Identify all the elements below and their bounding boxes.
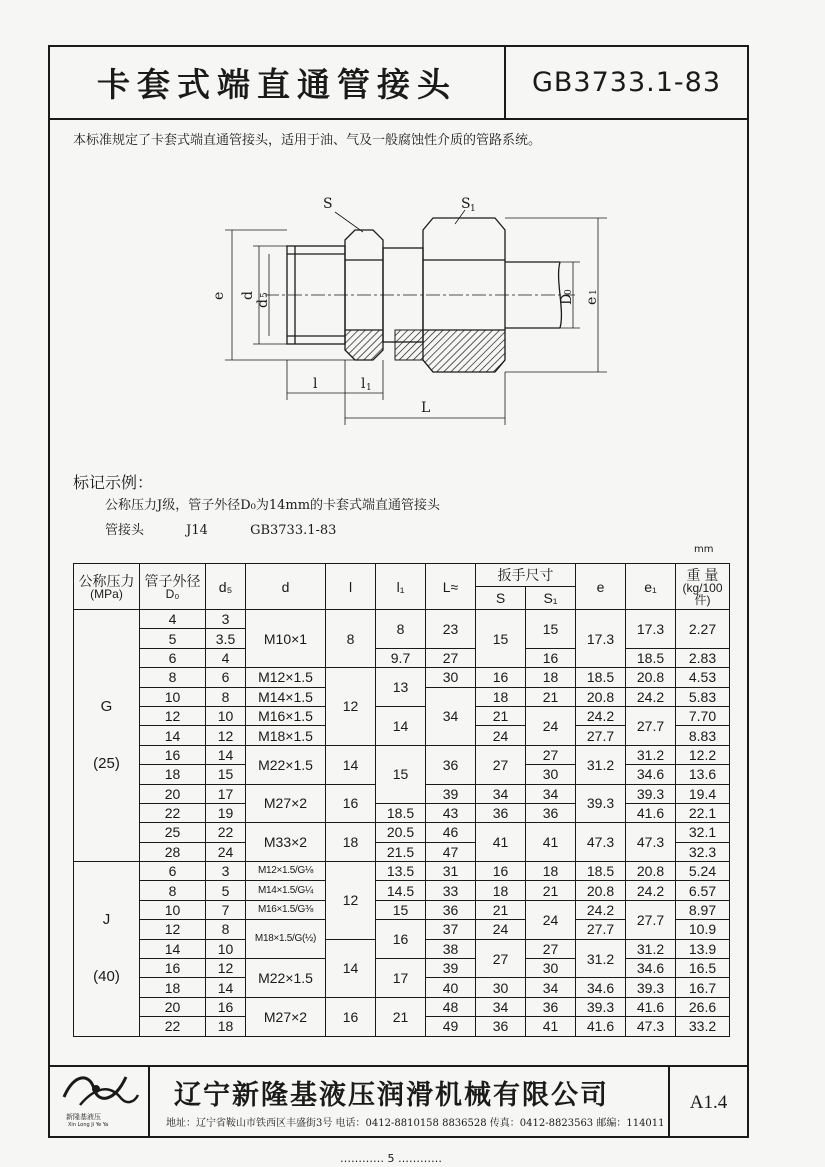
- cell: 22: [206, 823, 246, 842]
- cell: 31.2: [576, 939, 626, 978]
- cell: 27.7: [626, 900, 676, 939]
- cell: 32.3: [676, 842, 730, 861]
- cell: 41: [526, 1017, 576, 1036]
- cell: 16: [376, 920, 426, 959]
- cell: 24.2: [576, 706, 626, 725]
- cell: 25: [140, 823, 206, 842]
- cell: 21: [376, 997, 426, 1036]
- table-row: [74, 997, 730, 1016]
- cell: 41.6: [626, 803, 676, 822]
- group-g: G (25): [74, 610, 140, 862]
- cell: 26.6: [676, 997, 730, 1016]
- label-d: d: [240, 291, 256, 300]
- header-od: 管子外径 D₀: [140, 564, 206, 610]
- cell: 31: [426, 862, 476, 881]
- cell: 14: [140, 939, 206, 958]
- cell: 10.9: [676, 920, 730, 939]
- cell: M16×1.5/G⅜: [246, 900, 326, 919]
- cell: 7.70: [676, 706, 730, 725]
- cell: 12: [206, 726, 246, 745]
- cell: 16: [326, 784, 376, 823]
- header-wrench: 扳手尺寸: [476, 564, 576, 587]
- label-s1-sub: 1: [470, 204, 476, 214]
- marking-std: GB3733.1-83: [250, 523, 337, 538]
- cell: 24: [206, 842, 246, 861]
- cell: M12×1.5: [246, 668, 326, 687]
- cell: 24: [526, 900, 576, 939]
- cell: 10: [140, 900, 206, 919]
- cell: 3.5: [206, 629, 246, 648]
- cell: 34: [476, 784, 526, 803]
- cell: 17.3: [576, 610, 626, 668]
- cell: 31.2: [626, 939, 676, 958]
- cell: 34.6: [626, 765, 676, 784]
- cell: 27: [476, 939, 526, 978]
- cell: 27.7: [576, 920, 626, 939]
- cell: 39: [426, 784, 476, 803]
- cell: 14: [326, 939, 376, 997]
- cell: 39.3: [576, 997, 626, 1016]
- cell: 47.3: [626, 823, 676, 862]
- cell: 8: [140, 668, 206, 687]
- cell: 16.5: [676, 959, 730, 978]
- cell: 13.6: [676, 765, 730, 784]
- cell: 12: [326, 862, 376, 940]
- cell: 41.6: [576, 1017, 626, 1036]
- cell: 46: [426, 823, 476, 842]
- cell: 39.3: [626, 784, 676, 803]
- cell: 17: [376, 959, 426, 998]
- cell: 10: [206, 939, 246, 958]
- cell: 41.6: [626, 997, 676, 1016]
- cell: 4: [206, 648, 246, 667]
- cell: 8: [140, 881, 206, 900]
- table-row: [74, 706, 730, 725]
- table-row: [74, 823, 730, 842]
- table-row: [74, 648, 730, 667]
- label-d0: D: [559, 293, 575, 305]
- cell: 16: [140, 745, 206, 764]
- cell: 24: [476, 726, 526, 745]
- cell: M10×1: [246, 610, 326, 668]
- cell: 14.5: [376, 881, 426, 900]
- cell: 10: [206, 706, 246, 725]
- table-row: [74, 881, 730, 900]
- cell: 13.9: [676, 939, 730, 958]
- cell: 8.83: [676, 726, 730, 745]
- cell: 16: [526, 648, 576, 667]
- cell: 21: [526, 881, 576, 900]
- cell: M27×2: [246, 784, 326, 823]
- cell: M33×2: [246, 823, 326, 862]
- cell: 33.2: [676, 1017, 730, 1036]
- cell: 20.5: [376, 823, 426, 842]
- cell: 15: [376, 745, 426, 803]
- cell: 14: [140, 726, 206, 745]
- cell: 8: [206, 920, 246, 939]
- logo-text: 新隆基液压: [66, 1113, 101, 1121]
- page-number: ………… 5 …………: [340, 1152, 442, 1165]
- cell: 18: [326, 823, 376, 862]
- table-row: [74, 862, 730, 881]
- group-j: J (40): [74, 862, 140, 1037]
- cell: 12: [206, 959, 246, 978]
- label-e: e: [211, 291, 227, 300]
- header-e: e: [576, 564, 626, 610]
- label-s: S: [323, 196, 333, 212]
- cell: 18: [476, 687, 526, 706]
- cell: 19.4: [676, 784, 730, 803]
- cell: 47.3: [626, 1017, 676, 1036]
- marking-line1: 公称压力J级，管子外径D₀为14mm的卡套式端直通管接头: [105, 498, 441, 513]
- cell: 27: [476, 745, 526, 784]
- marking-part: 管接头: [105, 523, 145, 538]
- marking-code: J14: [186, 523, 208, 538]
- cell: 36: [526, 803, 576, 822]
- cell: 22: [140, 803, 206, 822]
- table-row: [74, 745, 730, 764]
- cell: 43: [426, 803, 476, 822]
- cell: 6: [140, 648, 206, 667]
- cell: 31.2: [626, 745, 676, 764]
- cell: 18: [140, 765, 206, 784]
- logo-subtext: Xin Long Ji Ye Ya: [68, 1122, 109, 1128]
- cell: 24: [526, 706, 576, 745]
- standard-number: GB3733.1-83: [531, 67, 722, 98]
- cell: 39.3: [576, 784, 626, 823]
- cell: 6: [140, 862, 206, 881]
- unit-label: mm: [694, 544, 714, 555]
- cell: 27: [526, 939, 576, 958]
- header-weight: 重 量 (kg/100件): [676, 564, 730, 610]
- cell: 36: [526, 997, 576, 1016]
- cell: 21: [526, 687, 576, 706]
- cell: M18×1.5/G(½): [246, 920, 326, 959]
- table-row: [74, 668, 730, 687]
- label-d5: d: [255, 299, 271, 308]
- cell: 18.5: [626, 648, 676, 667]
- cell: 41: [526, 823, 576, 862]
- label-L: L: [421, 400, 431, 416]
- table-row: [74, 900, 730, 919]
- company-block: [150, 1067, 670, 1138]
- cell: 34: [526, 978, 576, 997]
- cell: 16: [476, 862, 526, 881]
- cell: 15: [206, 765, 246, 784]
- cell: 2.83: [676, 648, 730, 667]
- cell: 9.7: [376, 648, 426, 667]
- cell: 8: [206, 687, 246, 706]
- label-l1: l: [361, 376, 366, 392]
- cell: M14×1.5: [246, 687, 326, 706]
- cell: 36: [426, 900, 476, 919]
- cell: 18: [140, 978, 206, 997]
- cell: 36: [476, 803, 526, 822]
- cell: 16.7: [676, 978, 730, 997]
- cell: M27×2: [246, 997, 326, 1036]
- cell: 18.5: [576, 668, 626, 687]
- cell: 13.5: [376, 862, 426, 881]
- label-e1-sub: 1: [589, 289, 599, 295]
- cell: 31.2: [576, 745, 626, 784]
- cell: 27: [526, 745, 576, 764]
- cell: 36: [476, 1017, 526, 1036]
- cell: 49: [426, 1017, 476, 1036]
- cell: 21.5: [376, 842, 426, 861]
- cell: 3: [206, 610, 246, 629]
- cell: M18×1.5: [246, 726, 326, 745]
- cell: 6.57: [676, 881, 730, 900]
- cell: 24.2: [576, 900, 626, 919]
- cell: 15: [376, 900, 426, 919]
- cell: 15: [526, 610, 576, 649]
- cell: 39.3: [626, 978, 676, 997]
- company-logo: [50, 1067, 150, 1138]
- label-l: l: [313, 376, 318, 392]
- cell: 36: [426, 745, 476, 784]
- cell: 16: [476, 668, 526, 687]
- cell: 12: [140, 920, 206, 939]
- header: [50, 47, 747, 120]
- cell: 24.2: [626, 687, 676, 706]
- cell: 39: [426, 959, 476, 978]
- marking-heading: 标记示例：: [73, 473, 154, 492]
- cell: 3: [206, 862, 246, 881]
- cell: 27: [426, 648, 476, 667]
- cell: 20.8: [626, 668, 676, 687]
- cell: 24.2: [626, 881, 676, 900]
- cell: 4: [140, 610, 206, 629]
- cell: 18: [206, 1017, 246, 1036]
- cell: 22.1: [676, 803, 730, 822]
- cell: 30: [526, 959, 576, 978]
- cell: 28: [140, 842, 206, 861]
- cell: 14: [206, 745, 246, 764]
- company-name: 辽宁新隆基液压润滑机械有限公司: [174, 1080, 609, 1111]
- cell: 17.3: [626, 610, 676, 649]
- cell: 5.24: [676, 862, 730, 881]
- cell: 30: [476, 978, 526, 997]
- cell: 14: [376, 706, 426, 745]
- cell: 5: [140, 629, 206, 648]
- header-d5: d₅: [206, 564, 246, 610]
- cell: 34.6: [626, 959, 676, 978]
- cell: 16: [326, 997, 376, 1036]
- cell: M14×1.5/G¼: [246, 881, 326, 900]
- cell: 7: [206, 900, 246, 919]
- cell: 48: [426, 997, 476, 1016]
- cell: 5: [206, 881, 246, 900]
- marking-example: [73, 470, 441, 538]
- cell: 27.7: [576, 726, 626, 745]
- cell: 10: [140, 687, 206, 706]
- cell: 34.6: [576, 978, 626, 997]
- footer: [50, 1065, 747, 1136]
- label-e1: e: [584, 296, 600, 305]
- cell: 12: [140, 706, 206, 725]
- page-code: A1.4: [689, 1091, 728, 1113]
- cell: 34: [526, 784, 576, 803]
- label-l1-sub: 1: [366, 383, 372, 393]
- cell: 38: [426, 939, 476, 958]
- cell: 30: [526, 765, 576, 784]
- description: 本标准规定了卡套式端直通管接头，适用于油、气及一般腐蚀性介质的管路系统。: [73, 133, 542, 148]
- cell: M16×1.5: [246, 706, 326, 725]
- header-L: L≈: [426, 564, 476, 610]
- cell: 14: [206, 978, 246, 997]
- cell: 30: [426, 668, 476, 687]
- cell: 34: [426, 687, 476, 745]
- cell: 12.2: [676, 745, 730, 764]
- cell: 18.5: [376, 803, 426, 822]
- logo-mark-icon: [50, 1067, 150, 1113]
- cell: 18: [526, 862, 576, 881]
- label-d5-sub: 5: [260, 292, 270, 298]
- cell: 8: [376, 610, 426, 649]
- cell: 41: [476, 823, 526, 862]
- cell: 16: [206, 997, 246, 1016]
- cell: 2.27: [676, 610, 730, 649]
- cell: 22: [140, 1017, 206, 1036]
- cell: 34: [476, 997, 526, 1016]
- cell: 21: [476, 900, 526, 919]
- table-row: [74, 803, 730, 822]
- cell: 47.3: [576, 823, 626, 862]
- label-d0-sub: 0: [564, 289, 574, 295]
- header-l1: l₁: [376, 564, 426, 610]
- cell: 40: [426, 978, 476, 997]
- table-row: [74, 959, 730, 978]
- cell: 20.8: [626, 862, 676, 881]
- cell: 14: [326, 745, 376, 784]
- cell: 23: [426, 610, 476, 649]
- cell: 20: [140, 784, 206, 803]
- cell: 21: [476, 706, 526, 725]
- cell: 16: [140, 959, 206, 978]
- technical-drawing: [211, 190, 615, 435]
- cell: 20.8: [576, 687, 626, 706]
- spec-table: [73, 563, 730, 1037]
- cell: 18: [526, 668, 576, 687]
- cell: 33: [426, 881, 476, 900]
- header-d: d: [246, 564, 326, 610]
- cell: 8: [326, 610, 376, 668]
- cell: 19: [206, 803, 246, 822]
- cell: 27.7: [626, 706, 676, 745]
- cell: 4.53: [676, 668, 730, 687]
- cell: 47: [426, 842, 476, 861]
- cell: 13: [376, 668, 426, 707]
- cell: 24: [476, 920, 526, 939]
- cell: M22×1.5: [246, 959, 326, 998]
- marking-line2: [105, 519, 374, 538]
- cell: 20.8: [576, 881, 626, 900]
- cell: M12×1.5/G⅛: [246, 862, 326, 881]
- page-title: 卡套式端直通管接头: [50, 47, 506, 118]
- cell: 37: [426, 920, 476, 939]
- company-address: 地址：辽宁省鞍山市铁西区丰盛街3号 电话：0412-8810158 8836528 传真：0412-8823563 邮编：114011: [166, 1118, 665, 1129]
- cell: 18: [476, 881, 526, 900]
- cell: 32.1: [676, 823, 730, 842]
- header-l: l: [326, 564, 376, 610]
- header-pressure: 公称压力 (MPa): [74, 564, 140, 610]
- header-e1: e₁: [626, 564, 676, 610]
- header-s1: S₁: [526, 587, 576, 610]
- cell: 6: [206, 668, 246, 687]
- cell: 15: [476, 610, 526, 668]
- label-s1: S: [461, 196, 471, 212]
- cell: 8.97: [676, 900, 730, 919]
- cell: 12: [326, 668, 376, 746]
- cell: 17: [206, 784, 246, 803]
- cell: 5.83: [676, 687, 730, 706]
- table-row: [74, 610, 730, 629]
- cell: M22×1.5: [246, 745, 326, 784]
- cell: 18.5: [576, 862, 626, 881]
- header-s: S: [476, 587, 526, 610]
- cell: 20: [140, 997, 206, 1016]
